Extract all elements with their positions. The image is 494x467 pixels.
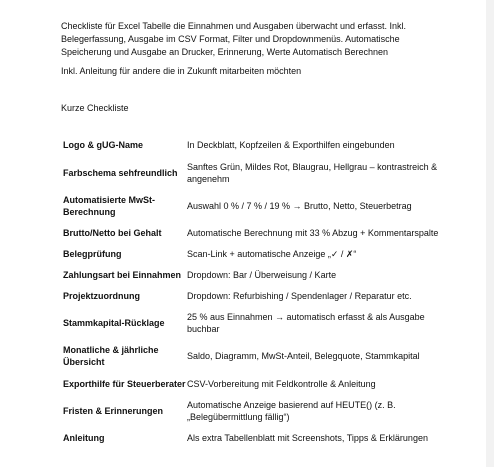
feature-label: Anleitung — [63, 433, 105, 443]
document-body — [61, 20, 441, 115]
feature-description: Automatische Berechnung mit 33 % Abzug + Kommentarspalte — [187, 228, 439, 238]
table-row — [61, 243, 441, 265]
table-row — [61, 189, 441, 223]
table-row — [61, 373, 441, 395]
feature-label: Brutto/Netto bei Gehalt — [63, 228, 162, 238]
feature-label: Farbschema sehfreundlich — [63, 167, 178, 178]
feature-label: Logo & gUG-Name — [63, 140, 143, 150]
feature-label: Zahlungsart bei Einnahmen — [63, 270, 182, 280]
table-row — [61, 223, 441, 243]
feature-description: Dropdown: Refurbishing / Spendenlager / Reparatur etc. — [187, 291, 412, 301]
feature-description: Auswahl 0 % / 7 % / 19 % → Brutto, Netto, Steuerbetrag — [187, 201, 412, 211]
table-row — [61, 339, 441, 373]
feature-description: Sanftes Grün, Mildes Rot, Blaugrau, Hellgrau – kontrastreich & angenehm — [187, 161, 438, 184]
feature-label: Monatliche & jährliche Übersicht — [63, 345, 159, 367]
feature-description: Dropdown: Bar / Überweisung / Karte — [187, 270, 337, 280]
checklist-table — [61, 134, 441, 449]
table-row — [61, 427, 441, 449]
feature-label: Stammkapital-Rücklage — [63, 318, 165, 328]
feature-description: CSV-Vorbereitung mit Feldkontrolle & Anleitung — [187, 379, 376, 389]
scrollbar-track[interactable] — [486, 0, 494, 467]
table-row — [61, 307, 441, 339]
feature-description: Automatische Anzeige basierend auf HEUTE() (z. B. „Belegübermittlung fällig“) — [187, 400, 396, 422]
checklist-heading: Kurze Checkliste — [61, 103, 129, 113]
table-row — [61, 395, 441, 427]
feature-label: Fristen & Erinnerungen — [63, 406, 164, 416]
table-row — [61, 134, 441, 156]
table-row — [61, 156, 441, 189]
feature-description: Scan-Link + automatische Anzeige „✓ / ✗“ — [187, 249, 357, 259]
feature-label: Projektzuordnung — [63, 291, 140, 301]
feature-label: Automatisierte MwSt-Berechnung — [63, 195, 156, 217]
table-row — [61, 265, 441, 285]
feature-description: Als extra Tabellenblatt mit Screenshots, Tipps & Erklärungen — [187, 433, 428, 443]
feature-label: Exporthilfe für Steuerberater — [63, 379, 186, 389]
intro-paragraph: Checkliste für Excel Tabelle die Einnahmen und Ausgaben überwacht und erfasst. Inkl. Belegerfassung, Ausgabe im CSV Format, Filter und Dropdownmenüs. Automatische Speicherung und Ausgabe an Drucker, Erinnerung, Werte Automatisch Berechnen — [61, 21, 407, 57]
intro-note: Inkl. Anleitung für andere die in Zukunft mitarbeiten möchten — [61, 66, 302, 76]
feature-label: Belegprüfung — [63, 249, 122, 259]
feature-description: In Deckblatt, Kopfzeilen & Exporthilfen eingebunden — [187, 140, 395, 150]
feature-description: 25 % aus Einnahmen → automatisch erfasst & als Ausgabe buchbar — [187, 312, 425, 334]
feature-description: Saldo, Diagramm, MwSt-Anteil, Belegquote, Stammkapital — [187, 351, 420, 361]
table-row — [61, 285, 441, 307]
